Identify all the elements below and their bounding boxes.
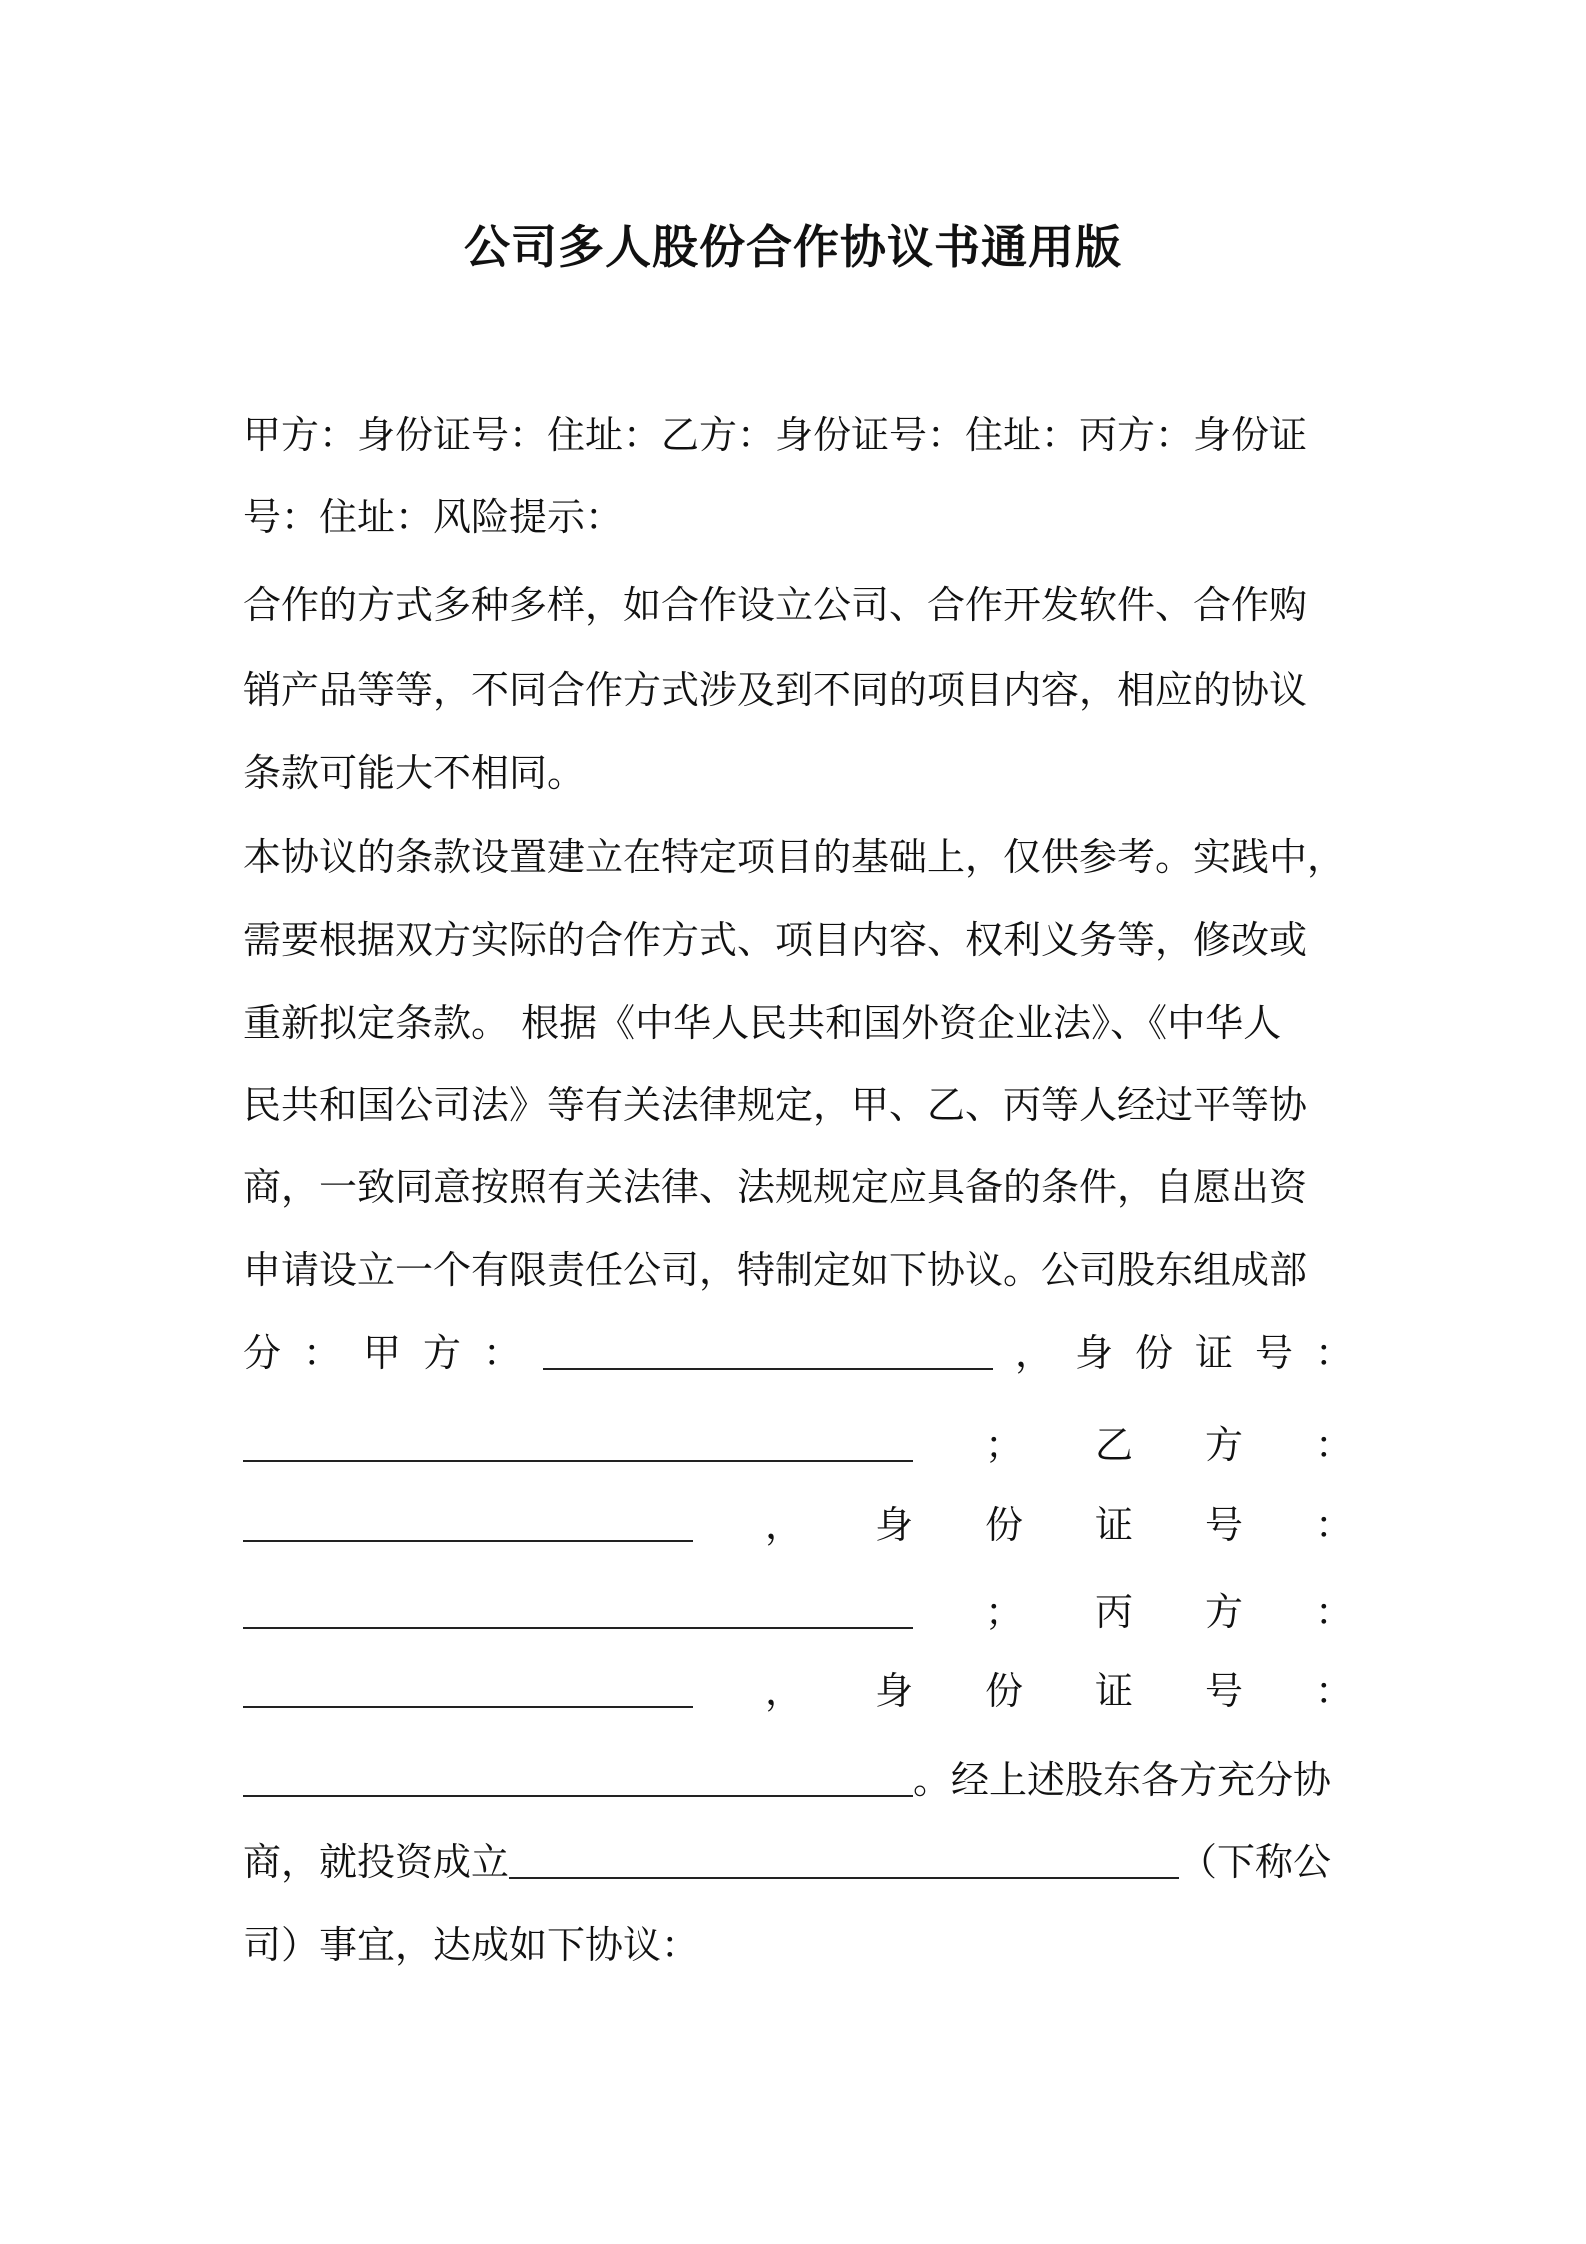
form-text: 身: [874, 1503, 913, 1547]
form-text: 方: [1204, 1590, 1243, 1634]
paragraph-line-5: 条款可能大不相同。: [243, 751, 586, 795]
form-text: ：: [1314, 1669, 1353, 1713]
company-name-blank[interactable]: [509, 1831, 1179, 1875]
form-text: 。经上述股东各方充分协: [913, 1758, 1332, 1802]
form-text: 号: [1204, 1669, 1243, 1713]
form-line-party-c-id: [243, 1656, 1353, 1726]
form-text: 商，就投资成立: [243, 1840, 510, 1884]
paragraph-line-8: 重新拟定条款。 根据《中华人民共和国外资企业法》、《中华人: [243, 1001, 1282, 1045]
form-text: ；: [984, 1423, 1023, 1467]
form-text: 份: [984, 1669, 1023, 1713]
paragraph-line-7: 需要根据双方实际的合作方式、项目内容、权利义务等，修改或: [243, 918, 1308, 962]
form-text: ，: [1014, 1331, 1053, 1375]
form-text: 号: [1254, 1331, 1293, 1375]
form-text: 证: [1094, 1669, 1133, 1713]
paragraph-line-10: 商，一致同意按照有关法律、法规规定应具备的条件，自愿出资: [243, 1165, 1308, 1209]
paragraph-line-11: 申请设立一个有限责任公司，特制定如下协议。公司股东组成部: [243, 1248, 1308, 1292]
party-b-id-blank[interactable]: [243, 1581, 913, 1625]
form-text: ，: [764, 1503, 803, 1547]
form-text: （下称公: [1179, 1840, 1332, 1884]
form-text: 号: [1204, 1503, 1243, 1547]
paragraph-line-2: 号：住址：风险提示：: [243, 495, 624, 539]
form-text: 方: [1204, 1423, 1243, 1467]
form-line-agreement: 司）事宜，达成如下协议：: [243, 1923, 700, 1967]
paragraph-line-6: 本协议的条款设置建立在特定项目的基础上，仅供参考。实践中，: [243, 835, 1346, 879]
form-line-party-a: [243, 1318, 1353, 1388]
form-line-company-name: [243, 1827, 1353, 1897]
form-line-party-c: [243, 1577, 1353, 1647]
party-a-id-blank[interactable]: [243, 1414, 913, 1458]
form-text: ：: [1314, 1503, 1353, 1547]
form-text: 份: [1134, 1331, 1173, 1375]
form-text: 身: [874, 1669, 913, 1713]
party-a-name-blank[interactable]: [543, 1322, 993, 1366]
form-text: 方: [423, 1331, 462, 1375]
form-text: ：: [483, 1331, 522, 1375]
form-text: 分: [243, 1331, 282, 1375]
form-text: 甲: [363, 1331, 402, 1375]
form-text: 证: [1094, 1503, 1133, 1547]
form-text: ：: [303, 1331, 342, 1375]
paragraph-line-1: 甲方：身份证号：住址：乙方：身份证号：住址：丙方：身份证: [243, 413, 1308, 457]
form-text: 份: [984, 1503, 1023, 1547]
party-c-name-blank[interactable]: [243, 1660, 693, 1704]
form-text: 证: [1194, 1331, 1233, 1375]
form-line-consultation: [243, 1745, 1353, 1815]
form-text: ：: [1314, 1590, 1353, 1634]
form-text: 乙: [1094, 1423, 1133, 1467]
form-text: 丙: [1094, 1590, 1133, 1634]
form-text: ：: [1314, 1423, 1353, 1467]
party-b-name-blank[interactable]: [243, 1494, 693, 1538]
form-text: 身: [1074, 1331, 1113, 1375]
form-text: ；: [984, 1590, 1023, 1634]
document-title: 公司多人股份合作协议书通用版: [464, 220, 1122, 274]
party-c-id-blank[interactable]: [243, 1749, 913, 1793]
form-line-party-b-id: [243, 1490, 1353, 1560]
paragraph-line-9: 民共和国公司法》等有关法律规定，甲、乙、丙等人经过平等协: [243, 1083, 1308, 1127]
form-text: ，: [764, 1669, 803, 1713]
paragraph-line-4: 销产品等等，不同合作方式涉及到不同的项目内容，相应的协议: [243, 668, 1308, 712]
form-text: ：: [1314, 1331, 1353, 1375]
paragraph-line-3: 合作的方式多种多样，如合作设立公司、合作开发软件、合作购: [243, 583, 1308, 627]
form-line-party-b: [243, 1410, 1353, 1480]
